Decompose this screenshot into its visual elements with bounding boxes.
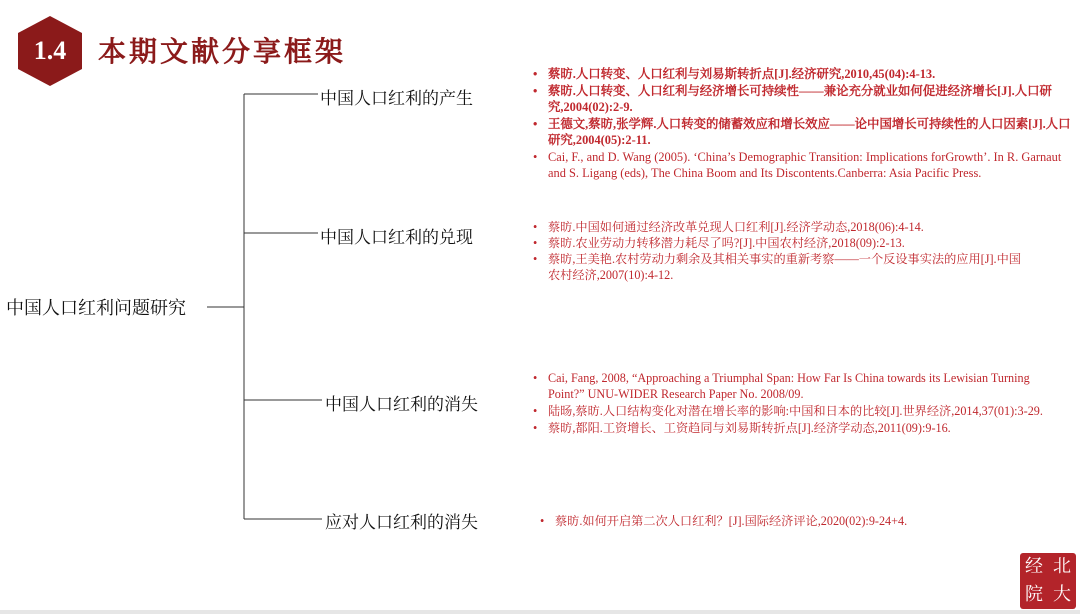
seal-char: 大	[1053, 584, 1071, 605]
reference-list-disappearance	[533, 370, 1053, 437]
reference-item: • 蔡昉,王美艳.农村劳动力剩余及其相关事实的重新考察——一个反设事实法的应用[J].中国农村经济,2007(10):4-12.	[533, 251, 1033, 283]
branch-node-realization: 中国人口红利的兑现	[320, 228, 473, 248]
reference-item: • 蔡昉,都阳.工资增长、工资趋同与刘易斯转折点[J].经济学动态,2011(09):9-16.	[533, 420, 1053, 436]
reference-item: • 蔡昉.中国如何通过经济改革兑现人口红利[J].经济学动态,2018(06):4-14.	[533, 219, 1033, 235]
reference-item: • Cai, Fang, 2008, “Approaching a Triumphal Span: How Far Is China towards its Lewisian Turning Point?” UNU-WIDER Research Paper No. 2008/09.	[533, 370, 1053, 402]
seal-char: 院	[1025, 584, 1043, 605]
reference-item: • 蔡昉.人口转变、人口红利与刘易斯转折点[J].经济研究,2010,45(04):4-13.	[533, 66, 1078, 82]
branch-node-emergence: 中国人口红利的产生	[320, 89, 473, 109]
reference-item: • 蔡昉.人口转变、人口红利与经济增长可持续性——兼论充分就业如何促进经济增长[J].人口研究,2004(02):2-9.	[533, 83, 1078, 115]
reference-list-realization	[533, 219, 1033, 283]
reference-item: • 蔡昉.农业劳动力转移潜力耗尽了吗?[J].中国农村经济,2018(09):2-13.	[533, 235, 1033, 251]
seal-char: 经	[1025, 556, 1043, 577]
reference-list-response	[540, 513, 1040, 529]
section-number: 1.4	[33, 36, 67, 65]
pku-seal-logo	[1020, 553, 1076, 609]
branch-node-disappearance: 中国人口红利的消失	[325, 395, 478, 415]
reference-item: • 陆旸,蔡昉.人口结构变化对潜在增长率的影响:中国和日本的比较[J].世界经济,2014,37(01):3-29.	[533, 403, 1053, 419]
branch-node-response: 应对人口红利的消失	[325, 513, 478, 533]
reference-item: • 王德文,蔡昉,张学辉.人口转变的储蓄效应和增长效应——论中国增长可持续性的人口因素[J].人口研究,2004(05):2-11.	[533, 116, 1078, 148]
bottom-divider	[0, 610, 1080, 614]
root-node: 中国人口红利问题研究	[6, 298, 186, 319]
page-title: 本期文献分享框架	[98, 35, 347, 68]
reference-item: • 蔡昉.如何开启第二次人口红利？[J].国际经济评论,2020(02):9-24+4.	[540, 513, 1040, 529]
reference-list-emergence	[533, 66, 1078, 182]
reference-item: • Cai, F., and D. Wang (2005). ‘China’s Demographic Transition: Implications forGrowth’. In R. Garnaut and S. Ligang (eds), The China Boom and Its Discontents.Canberra: Asia Pacific Press.	[533, 149, 1078, 181]
seal-char: 北	[1053, 556, 1071, 577]
